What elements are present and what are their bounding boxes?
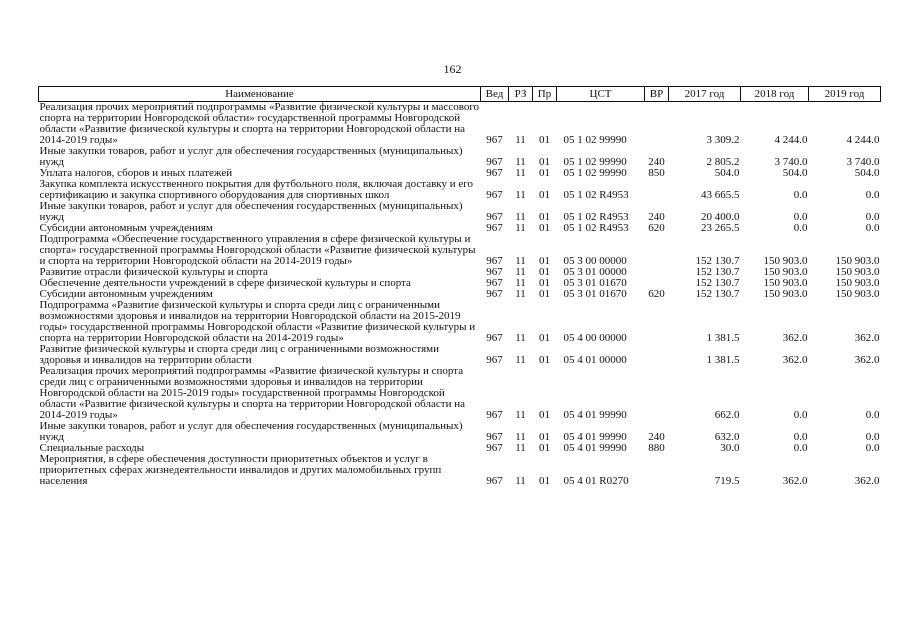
row-2018: 0.0 bbox=[793, 211, 808, 223]
row-cst: 05 4 01 00000 bbox=[563, 354, 627, 366]
row-cst: 05 1 02 R4953 bbox=[563, 189, 629, 201]
row-name: Развитие отрасли физической культуры и спорта bbox=[39, 266, 268, 278]
row-vr: 850 bbox=[648, 167, 665, 179]
row-2018: 150 903.0 bbox=[763, 288, 808, 300]
row-2019: 0.0 bbox=[865, 431, 880, 443]
row-2019: 4 244.0 bbox=[846, 134, 880, 146]
row-cst: 05 3 01 01670 bbox=[563, 277, 627, 289]
row-vr bbox=[645, 102, 669, 147]
row-cst: 05 4 01 99990 bbox=[563, 442, 627, 454]
row-name: Субсидии автономным учреждениям bbox=[39, 222, 213, 234]
row-ved: 967 bbox=[486, 222, 503, 234]
row-2017: 2 805.2 bbox=[706, 156, 740, 168]
row-pr: 01 bbox=[539, 255, 550, 267]
row-2017: 662.0 bbox=[714, 409, 740, 421]
header-vr: ВР bbox=[645, 87, 669, 102]
row-2018: 3 740.0 bbox=[774, 156, 808, 168]
row-2018: 0.0 bbox=[793, 431, 808, 443]
row-pr: 01 bbox=[539, 431, 550, 443]
row-cst: 05 3 01 00000 bbox=[563, 266, 627, 278]
row-2019: 0.0 bbox=[865, 222, 880, 234]
row-name: Реализация прочих мероприятий подпрограммы «Развитие физической культуры и спорта среди лиц с ограниченными возможностями здоровья и инвалидов на территории Новгородской области на 2015-2019 годы» государственной программы Новгородской области «Развитие физической культуры и спорта на территории Новгородской области на 2014-2019 годы» bbox=[39, 365, 465, 421]
row-2017: 152 130.7 bbox=[695, 288, 740, 300]
header-cst: ЦСТ bbox=[557, 87, 645, 102]
row-2017: 1 381.5 bbox=[706, 354, 740, 366]
table-row bbox=[39, 454, 881, 487]
table-body bbox=[39, 102, 881, 488]
row-cst: 05 4 01 99990 bbox=[563, 431, 627, 443]
table-row bbox=[39, 344, 881, 366]
row-2019: 150 903.0 bbox=[835, 255, 880, 267]
row-rz: 11 bbox=[515, 255, 526, 267]
row-name: Мероприятия, в сфере обеспечения доступности приоритетных объектов и услуг в приоритетных сферах жизнедеятельности инвалидов и других маломобильных групп населения bbox=[39, 453, 442, 487]
row-2019: 362.0 bbox=[854, 475, 880, 487]
row-2019: 362.0 bbox=[854, 332, 880, 344]
row-vr bbox=[645, 454, 669, 487]
row-ved: 967 bbox=[486, 156, 503, 168]
row-vr bbox=[645, 234, 669, 267]
row-name: Закупка комплекта искусственного покрытия для футбольного поля, включая доставку и его сертификацию и закупка спортивного оборудования для спортивных школ bbox=[39, 178, 473, 201]
row-2018: 150 903.0 bbox=[763, 277, 808, 289]
row-2018: 150 903.0 bbox=[763, 266, 808, 278]
row-2018: 0.0 bbox=[793, 189, 808, 201]
row-2018: 4 244.0 bbox=[774, 134, 808, 146]
row-vr bbox=[645, 300, 669, 344]
table-row bbox=[39, 201, 881, 223]
row-ved: 967 bbox=[486, 288, 503, 300]
row-2019: 0.0 bbox=[865, 189, 880, 201]
row-ved: 967 bbox=[486, 409, 503, 421]
row-ved: 967 bbox=[486, 266, 503, 278]
row-vr: 880 bbox=[648, 442, 665, 454]
row-2017: 3 309.2 bbox=[706, 134, 740, 146]
row-name: Обеспечение деятельности учреждений в сфере физической культуры и спорта bbox=[39, 277, 411, 289]
row-vr bbox=[645, 366, 669, 421]
row-cst: 05 1 02 R4953 bbox=[563, 222, 629, 234]
page-number: 162 bbox=[443, 62, 462, 76]
row-pr: 01 bbox=[539, 167, 550, 179]
row-pr: 01 bbox=[539, 332, 550, 344]
row-2018: 0.0 bbox=[793, 222, 808, 234]
row-pr: 01 bbox=[539, 409, 550, 421]
row-2018: 504.0 bbox=[782, 167, 808, 179]
row-rz: 11 bbox=[515, 354, 526, 366]
row-2019: 504.0 bbox=[854, 167, 880, 179]
row-pr: 01 bbox=[539, 277, 550, 289]
row-2018: 362.0 bbox=[782, 354, 808, 366]
row-cst: 05 4 00 00000 bbox=[563, 332, 627, 344]
row-2017: 43 665.5 bbox=[701, 189, 740, 201]
row-cst: 05 3 00 00000 bbox=[563, 255, 627, 267]
row-rz: 11 bbox=[515, 431, 526, 443]
row-vr bbox=[645, 267, 669, 278]
row-2019: 0.0 bbox=[865, 211, 880, 223]
row-2019: 0.0 bbox=[865, 442, 880, 454]
row-rz: 11 bbox=[515, 288, 526, 300]
row-rz: 11 bbox=[515, 189, 526, 201]
row-2017: 152 130.7 bbox=[695, 266, 740, 278]
row-2017: 20 400.0 bbox=[701, 211, 740, 223]
row-2017: 152 130.7 bbox=[695, 277, 740, 289]
row-ved: 967 bbox=[486, 134, 503, 146]
row-vr: 620 bbox=[648, 222, 665, 234]
row-2019: 150 903.0 bbox=[835, 288, 880, 300]
header-pr: Пр bbox=[533, 87, 557, 102]
row-ved: 967 bbox=[486, 475, 503, 487]
row-name: Иные закупки товаров, работ и услуг для обеспечения государственных (муниципальных) нужд bbox=[39, 420, 463, 443]
budget-table bbox=[38, 86, 881, 487]
header-name: Наименование bbox=[39, 87, 481, 102]
row-name: Субсидии автономным учреждениям bbox=[39, 288, 213, 300]
row-pr: 01 bbox=[539, 475, 550, 487]
row-2018: 0.0 bbox=[793, 409, 808, 421]
table-row bbox=[39, 234, 881, 267]
row-name: Уплата налогов, сборов и иных платежей bbox=[39, 167, 233, 179]
header-rz: РЗ bbox=[509, 87, 533, 102]
row-name: Развитие физической культуры и спорта среди лиц с ограниченными возможностями здоровья и инвалидов на территории области bbox=[39, 343, 439, 366]
row-2017: 504.0 bbox=[714, 167, 740, 179]
row-cst: 05 4 01 R0270 bbox=[563, 475, 629, 487]
row-cst: 05 1 02 99990 bbox=[563, 134, 627, 146]
row-rz: 11 bbox=[515, 442, 526, 454]
row-vr: 240 bbox=[648, 211, 665, 223]
row-rz: 11 bbox=[515, 156, 526, 168]
row-name: Иные закупки товаров, работ и услуг для обеспечения государственных (муниципальных) нужд bbox=[39, 200, 463, 223]
row-2017: 1 381.5 bbox=[706, 332, 740, 344]
header-2019: 2019 год bbox=[809, 87, 881, 102]
row-pr: 01 bbox=[539, 222, 550, 234]
row-2017: 632.0 bbox=[714, 431, 740, 443]
row-ved: 967 bbox=[486, 442, 503, 454]
row-cst: 05 1 02 99990 bbox=[563, 156, 627, 168]
row-pr: 01 bbox=[539, 266, 550, 278]
row-pr: 01 bbox=[539, 189, 550, 201]
row-pr: 01 bbox=[539, 354, 550, 366]
table-row bbox=[39, 179, 881, 201]
row-rz: 11 bbox=[515, 277, 526, 289]
row-name: Подпрограмма «Обеспечение государственного управления в сфере физической культуры и спорта» государственной программы Новгородской области «Развитие физической культуры и спорта на территории Новгородской области на 2014-2019 годы» bbox=[39, 233, 476, 267]
row-ved: 967 bbox=[486, 354, 503, 366]
row-2018: 362.0 bbox=[782, 332, 808, 344]
row-2018: 362.0 bbox=[782, 475, 808, 487]
table-header-row bbox=[39, 87, 881, 102]
row-2019: 362.0 bbox=[854, 354, 880, 366]
row-rz: 11 bbox=[515, 332, 526, 344]
table-row bbox=[39, 421, 881, 443]
table-row bbox=[39, 366, 881, 421]
row-vr: 240 bbox=[648, 431, 665, 443]
row-cst: 05 1 02 R4953 bbox=[563, 211, 629, 223]
row-2018: 0.0 bbox=[793, 442, 808, 454]
row-rz: 11 bbox=[515, 167, 526, 179]
row-ved: 967 bbox=[486, 189, 503, 201]
row-name: Специальные расходы bbox=[39, 442, 145, 454]
row-rz: 11 bbox=[515, 409, 526, 421]
row-vr bbox=[645, 179, 669, 201]
row-2017: 719.5 bbox=[714, 475, 740, 487]
row-vr bbox=[645, 344, 669, 366]
row-2017: 23 265.5 bbox=[701, 222, 740, 234]
table-row bbox=[39, 146, 881, 168]
row-name: Иные закупки товаров, работ и услуг для обеспечения государственных (муниципальных) нужд bbox=[39, 145, 463, 168]
row-2019: 0.0 bbox=[865, 409, 880, 421]
row-2019: 150 903.0 bbox=[835, 277, 880, 289]
header-2017: 2017 год bbox=[669, 87, 741, 102]
row-2019: 3 740.0 bbox=[846, 156, 880, 168]
row-ved: 967 bbox=[486, 277, 503, 289]
row-pr: 01 bbox=[539, 134, 550, 146]
row-vr: 240 bbox=[648, 156, 665, 168]
row-ved: 967 bbox=[486, 431, 503, 443]
row-2017: 30.0 bbox=[720, 442, 740, 454]
table-row bbox=[39, 102, 881, 147]
row-rz: 11 bbox=[515, 211, 526, 223]
row-ved: 967 bbox=[486, 211, 503, 223]
row-pr: 01 bbox=[539, 442, 550, 454]
header-ved: Вед bbox=[481, 87, 509, 102]
row-name: Реализация прочих мероприятий подпрограммы «Развитие физической культуры и массового спорта на территории Новгородской области» государственной программы Новгородской области «Развитие физической культуры и спорта на территории Новгородской области на 2014-2019 годы» bbox=[39, 101, 480, 146]
row-cst: 05 1 02 99990 bbox=[563, 167, 627, 179]
row-ved: 967 bbox=[486, 332, 503, 344]
row-2017: 152 130.7 bbox=[695, 255, 740, 267]
row-rz: 11 bbox=[515, 266, 526, 278]
row-vr: 620 bbox=[648, 288, 665, 300]
row-2019: 150 903.0 bbox=[835, 266, 880, 278]
row-ved: 967 bbox=[486, 167, 503, 179]
header-2018: 2018 год bbox=[741, 87, 809, 102]
row-2018: 150 903.0 bbox=[763, 255, 808, 267]
row-ved: 967 bbox=[486, 255, 503, 267]
row-name: Подпрограмма «Развитие физической культуры и спорта среди лиц с ограниченными возможностями здоровья и инвалидов на территории Новгородской области на 2015-2019 годы» государственной программы Новгородской области «Развитие физической культуры и спорта на территории Новгородской области на 2014-2019 годы» bbox=[39, 299, 476, 344]
row-pr: 01 bbox=[539, 156, 550, 168]
row-cst: 05 4 01 99990 bbox=[563, 409, 627, 421]
row-rz: 11 bbox=[515, 222, 526, 234]
row-pr: 01 bbox=[539, 288, 550, 300]
row-pr: 01 bbox=[539, 211, 550, 223]
row-rz: 11 bbox=[515, 134, 526, 146]
table-row bbox=[39, 300, 881, 344]
row-rz: 11 bbox=[515, 475, 526, 487]
row-cst: 05 3 01 01670 bbox=[563, 288, 627, 300]
